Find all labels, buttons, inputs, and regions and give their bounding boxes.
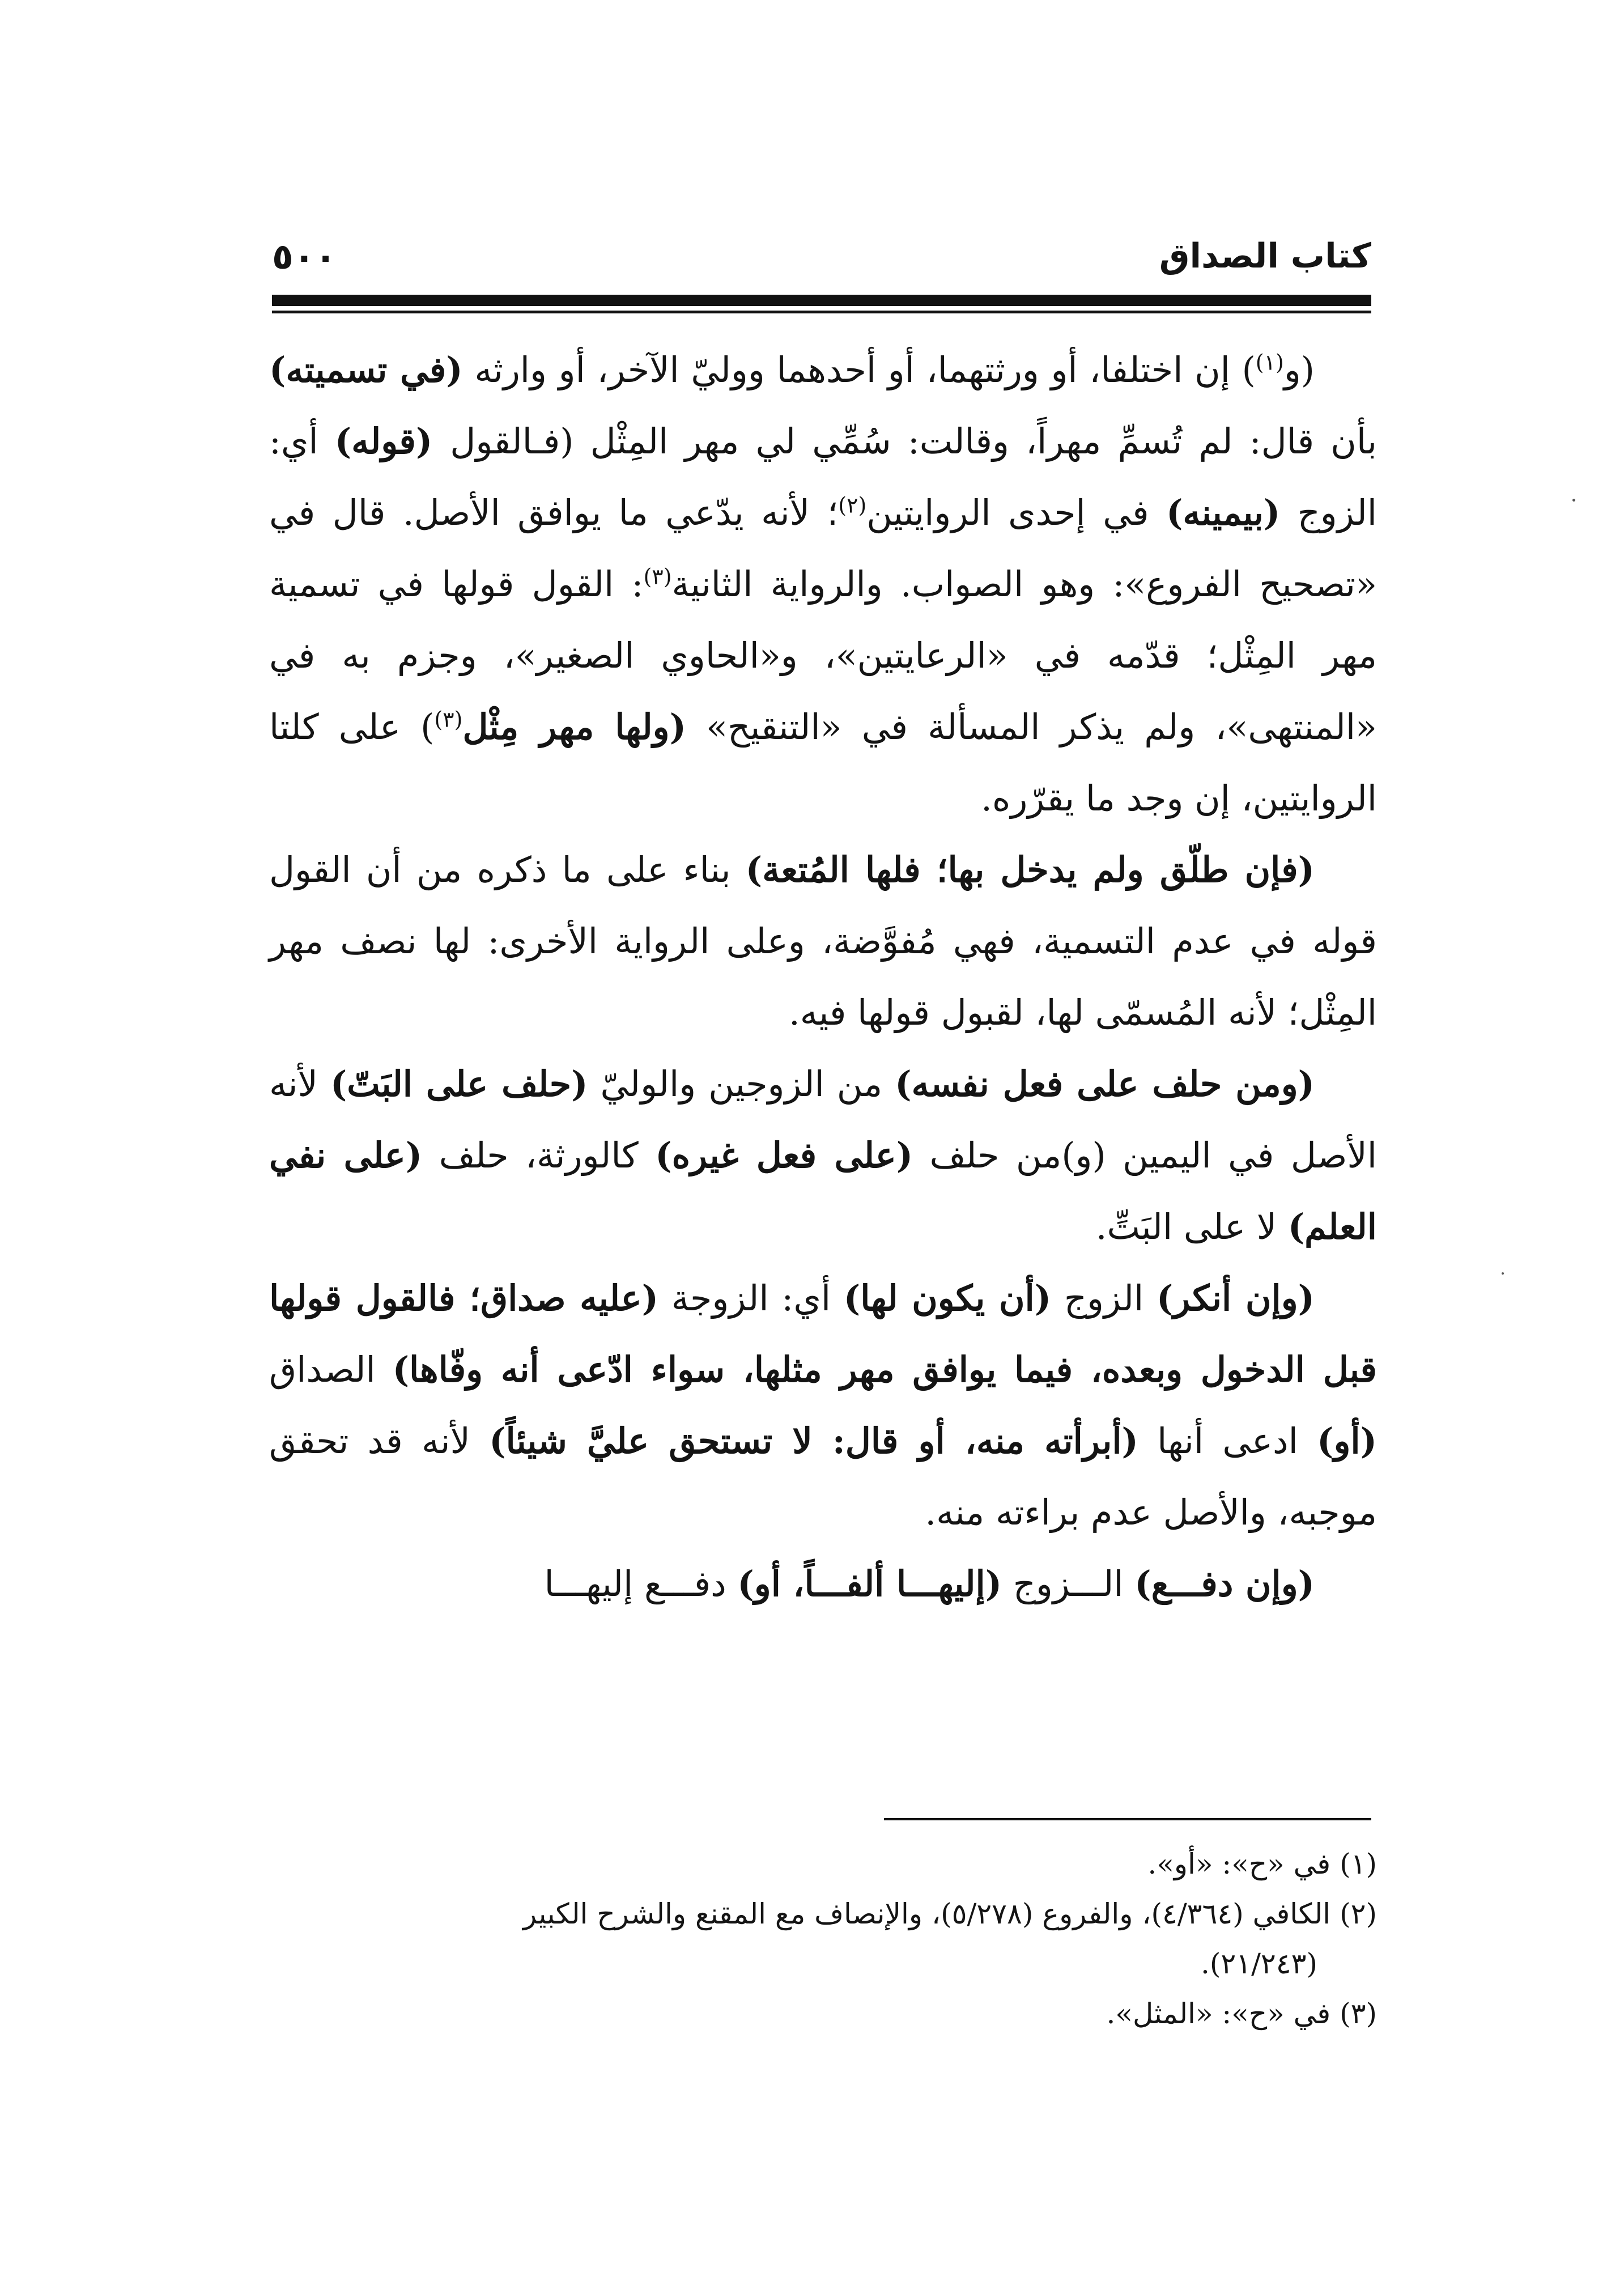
footnote-reference: (٣) xyxy=(434,707,463,732)
sharh-text: لأنه الأصل في اليمين (و)من حلف xyxy=(269,1063,1378,1176)
sharh-text: الزوج xyxy=(1051,1277,1157,1319)
sharh-text: ) إن اختلفا، أو ورثتهما، أو أحدهما ووليّ الآخر، أو وارثه xyxy=(462,349,1256,390)
footnote-number: (٢) xyxy=(1340,1897,1377,1930)
matn-text: (إليهـــا ألفـــاً، أو) xyxy=(737,1563,1002,1604)
matn-text: (على فعل غيره) xyxy=(655,1135,913,1176)
sharh-text: كالورثة، حلف xyxy=(422,1135,656,1176)
footnote xyxy=(269,1989,1377,2039)
paragraph xyxy=(269,334,1377,834)
footnote-reference: (١) xyxy=(1255,350,1284,375)
sharh-text: دفـــع إليهـــا xyxy=(544,1563,738,1604)
footnote-text: الكافي (٤/٣٦٤)، والفروع (٥/٢٧٨)، والإنصاف مع المقنع والشرح الكبير xyxy=(522,1897,1331,1930)
matn-text: (عليه صداق؛ فالقول قولها قبل الدخول وبعده، فيما يوافق مهر مثلها، سواء ادّعى أنه وفّاها) xyxy=(269,1277,1377,1390)
footnote-text: في «ح»: «المثل». xyxy=(1106,1997,1331,2030)
matn-text: (حلف على البَتّ) xyxy=(330,1063,588,1105)
sharh-text: بأن قال: لم تُسمِّ مهراً، وقالت: سُمِّي لي مهر المِثْل xyxy=(573,421,1377,462)
matn-text: (بيمينه) xyxy=(1166,492,1281,533)
sharh-text: في إحدى الروايتين xyxy=(866,492,1167,533)
paragraph xyxy=(269,1048,1377,1263)
paragraph xyxy=(269,1263,1377,1548)
matn-text: (قوله) xyxy=(334,421,450,462)
sharh-text: ادعى أنها xyxy=(1138,1420,1317,1462)
sharh-text: (و xyxy=(1283,349,1315,390)
matn-text: (ومن حلف على فعل نفسه) xyxy=(895,1063,1315,1105)
matn-text: (وإن دفـــع) xyxy=(1134,1563,1315,1604)
main-text xyxy=(269,334,1377,1620)
sharh-text: أي: الزوج xyxy=(269,421,1377,533)
footnotes xyxy=(269,1839,1377,2039)
matn-text: (ولها مهر مِثْل xyxy=(462,706,686,748)
sharh-text: : القول قولها في تسمية مهر المِثْل؛ قدّمه في «الرعايتين»، و«الحاوي الصغير»، وجزم به في «المنتهى»، ولم يذكر المسألة في «التنقيح» xyxy=(269,563,1377,748)
footnote xyxy=(269,1889,1377,1939)
sharh-text: بناء على ما ذكره من أن القول قوله في عدم التسمية، فهي مُفوَّضة، وعلى الرواية الأخرى: لها نصف مهر المِثْل؛ لأنه المُسمّى لها، لقبول قولها فيه. xyxy=(269,849,1377,1033)
sharh-text: أي: الزوجة xyxy=(658,1277,844,1319)
matn-text: (أو) xyxy=(1317,1420,1377,1462)
sharh-text: الصداق xyxy=(269,1349,393,1390)
footnote-reference: (٢) xyxy=(838,492,867,518)
header-rule-thin xyxy=(272,311,1371,313)
matn-text: (فإن طلّق ولم يدخل بها؛ فلها المُتعة) xyxy=(745,849,1315,890)
sharh-text: لا على البَتِّ. xyxy=(1095,1206,1288,1247)
sharh-text: (ف xyxy=(543,421,574,462)
matn-text: (وإن أنكر) xyxy=(1157,1277,1315,1319)
footnote-continuation: (٢١/٢٤٣). xyxy=(1200,1947,1317,1980)
footnote-separator xyxy=(884,1818,1371,1820)
header-rule-thick xyxy=(272,295,1371,306)
sharh-text: ) على كلتا الروايتين، إن وجد ما يقرّره. xyxy=(269,706,1377,819)
running-header xyxy=(272,230,1371,283)
footnote xyxy=(269,1839,1377,1889)
paragraph xyxy=(269,834,1377,1048)
sharh-text: من الزوجين والوليّ xyxy=(588,1063,895,1105)
matn-text: (أبرأته منه، أو قال: لا تستحق عليَّ شيئاً) xyxy=(489,1420,1138,1462)
footnote-reference: (٣) xyxy=(643,564,672,589)
page-number: ٥٠٠ xyxy=(272,236,337,277)
paragraph xyxy=(269,1548,1377,1620)
sharh-text: ؛ لأنه يدّعي ما يوافق الأصل. قال في «تصحيح الفروع»: وهو الصواب. والرواية الثانية xyxy=(269,492,1377,605)
footnote-number: (٣) xyxy=(1340,1997,1377,2030)
sharh-text: لأنه قد تحقق موجبه، والأصل عدم براءته منه. xyxy=(269,1420,1377,1533)
book-title: كتاب الصداق xyxy=(1159,236,1371,276)
footnote-text: في «ح»: «أو». xyxy=(1147,1848,1331,1880)
matn-text: (في تسميته) xyxy=(269,349,463,390)
matn-text: (أن يكون لها) xyxy=(843,1277,1052,1319)
sharh-text: الـــزوج xyxy=(1002,1563,1135,1604)
matn-text: (على نفي العلم) xyxy=(269,1135,1377,1247)
footnote-number: (١) xyxy=(1340,1848,1377,1880)
scan-speck xyxy=(1572,499,1575,502)
scan-speck xyxy=(1502,1272,1504,1275)
sharh-text: ـالقول xyxy=(450,421,543,462)
